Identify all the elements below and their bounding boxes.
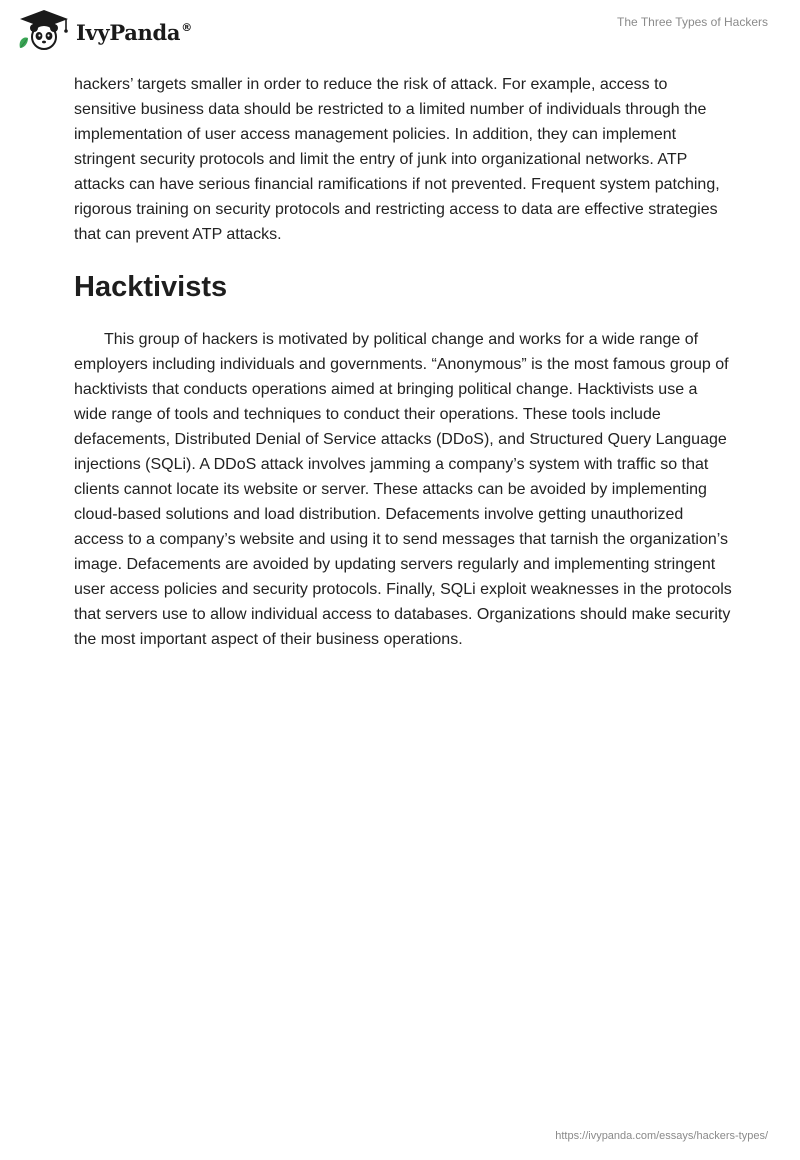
hacktivists-paragraph: This group of hackers is motivated by political change and works for a wide range of employers including individuals and governments. “Anonymous” is the most famous group of hacktivists that conducts operations aimed at bringing political change. Hacktivists use a wide range of tools and techniques to conduct their operations. These tools include defacements, Distributed Denial of Service attacks (DDoS), and Structured Query Language injections (SQLi). A DDoS attack involves jamming a company’s system with traffic so that clients cannot locate its website or server. These attacks can be avoided by implementing cloud-based solutions and load distribution. Defacements involve getting unauthorized access to a company’s website and using it to send messages that tarnish the organization’s image. Defacements are avoided by updating servers regularly and implementing stringent user access policies and security protocols. Finally, SQLi exploit weaknesses in the protocols that servers use to allow individual access to databases. Organizations should make security the most important aspect of their business operations. <box>74 331 732 648</box>
registered-mark: ® <box>181 20 192 34</box>
essay-body <box>74 72 734 652</box>
intro-paragraph: hackers’ targets smaller in order to reduce the risk of attack. For example, access to sensitive business data should be restricted to a limited number of individuals through the implementation of user access management policies. In addition, they can implement stringent security protocols and limit the entry of junk into organizational networks. ATP attacks can have serious financial ramifications if not prevented. Frequent system patching, rigorous training on security protocols and restricting access to data are effective strategies that can prevent ATP attacks. <box>74 76 720 243</box>
page-header <box>0 0 800 60</box>
document-title: The Three Types of Hackers <box>617 15 768 29</box>
panda-graduate-icon <box>16 8 72 52</box>
brand-name: IvyPanda® <box>76 19 192 45</box>
section-heading-hacktivists: Hacktivists <box>74 271 228 303</box>
brand-logo[interactable] <box>16 8 192 52</box>
source-url-link[interactable]: https://ivypanda.com/essays/hackers-types/ <box>555 1130 768 1142</box>
